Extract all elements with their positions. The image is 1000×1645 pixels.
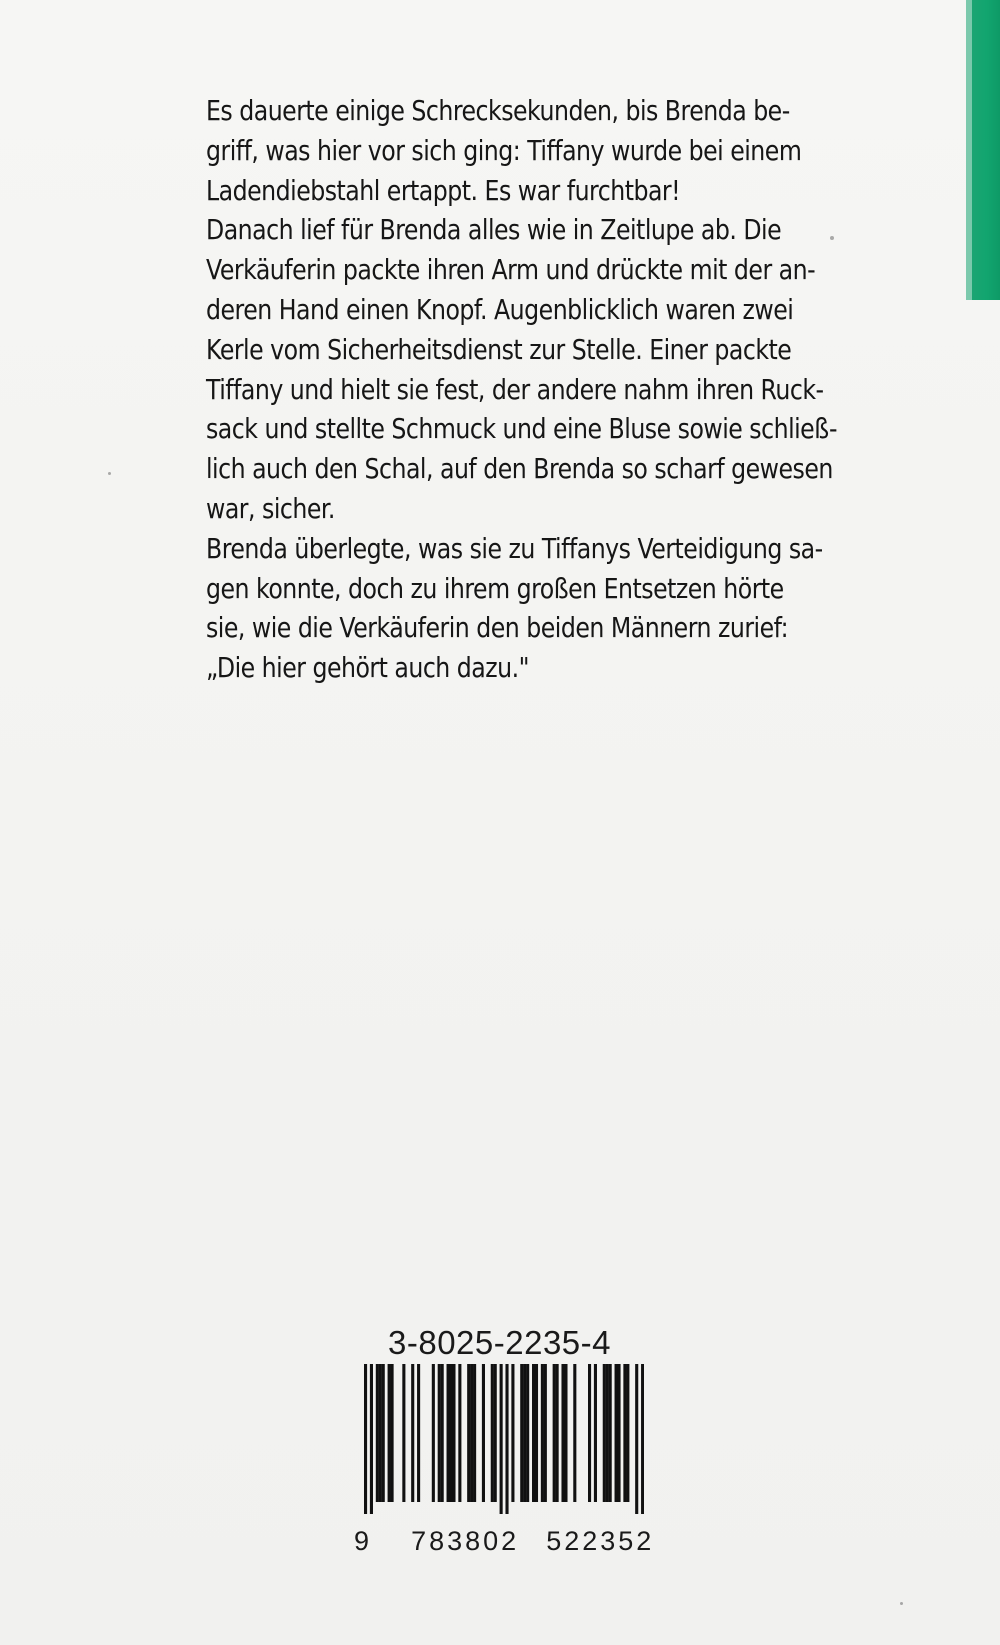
barcode-bar xyxy=(376,1364,379,1502)
barcode-bar xyxy=(523,1364,526,1502)
barcode-bar xyxy=(467,1364,470,1502)
barcode-guard-bar xyxy=(364,1364,367,1514)
blurb-line: Ladendiebstahl ertappt. Es war furchtbar! xyxy=(206,174,681,207)
blurb-line: sack und stellte Schmuck und eine Bluse sowie schließ- xyxy=(206,413,838,446)
ean-digits xyxy=(354,1526,654,1557)
barcode-bar xyxy=(494,1364,497,1502)
blurb-line: Kerle vom Sicherheitsdienst zur Stelle. Einer packte xyxy=(206,333,792,366)
barcode-bar xyxy=(441,1364,444,1502)
barcode-bar xyxy=(511,1364,514,1502)
barcode-bar xyxy=(623,1364,626,1502)
barcode-bar xyxy=(432,1364,435,1502)
barcode-bar xyxy=(617,1364,620,1502)
barcode-bar xyxy=(388,1364,391,1502)
blurb-line: sie, wie die Verkäuferin den beiden Männern zurief: xyxy=(206,612,789,645)
barcode-bar xyxy=(438,1364,441,1502)
barcode-bar xyxy=(447,1364,450,1502)
barcode-bar xyxy=(470,1364,473,1502)
barcode-bar xyxy=(526,1364,529,1502)
barcode-guard-bar xyxy=(641,1364,644,1514)
barcode-bar xyxy=(382,1364,385,1502)
barcode-bar xyxy=(594,1364,597,1502)
ean-right-group: 522352 xyxy=(546,1526,655,1556)
barcode-bar xyxy=(452,1364,455,1502)
paper-speck xyxy=(830,236,834,240)
barcode-bar xyxy=(541,1364,544,1502)
barcode-bar xyxy=(573,1364,576,1502)
isbn-number: 3-8025-2235-4 xyxy=(388,1324,611,1361)
barcode-bar xyxy=(606,1364,609,1502)
ean-first-digit: 9 xyxy=(354,1526,373,1556)
blurb-line: gen konnte, doch zu ihrem großen Entsetzen hörte xyxy=(206,572,784,605)
barcode-bar xyxy=(535,1364,538,1502)
barcode-bar xyxy=(553,1364,556,1502)
barcode-bar xyxy=(561,1364,564,1502)
blurb-line: Danach lief für Brenda alles wie in Zeitlupe ab. Die xyxy=(206,214,782,247)
barcode-bar xyxy=(564,1364,567,1502)
barcode-bar xyxy=(615,1364,618,1502)
barcode-bar xyxy=(609,1364,612,1502)
barcode-bar xyxy=(556,1364,559,1502)
barcode-bar xyxy=(520,1364,523,1502)
barcode-bar xyxy=(402,1364,405,1502)
paper-speck xyxy=(108,472,111,475)
barcode-bar xyxy=(603,1364,606,1502)
barcode-bar xyxy=(391,1364,394,1502)
barcode-bar xyxy=(449,1364,452,1502)
barcode-guard-bar xyxy=(370,1364,373,1514)
barcode-bar xyxy=(491,1364,494,1502)
blurb-text xyxy=(206,92,838,689)
barcode-guard-bar xyxy=(500,1364,503,1514)
blurb-line: griff, was hier vor sich ging: Tiffany wurde bei einem xyxy=(206,134,802,167)
blurb-line: war, sicher. xyxy=(206,492,335,525)
blurb-line: lich auch den Schal, auf den Brenda so scharf gewesen xyxy=(206,453,833,486)
ean-barcode xyxy=(364,1364,644,1514)
barcode-bar xyxy=(417,1364,420,1502)
barcode-bar xyxy=(482,1364,485,1502)
blurb-line: Es dauerte einige Schrecksekunden, bis Brenda be- xyxy=(206,95,790,127)
blurb-line: deren Hand einen Knopf. Augenblicklich waren zwei xyxy=(206,293,794,326)
barcode-guard-bar xyxy=(505,1364,508,1514)
barcode-bar xyxy=(588,1364,591,1502)
blurb-line: Verkäuferin packte ihren Arm und drückte mit der an- xyxy=(206,254,816,287)
barcode-bar xyxy=(544,1364,547,1502)
paper-speck xyxy=(900,1602,903,1605)
barcode-bar xyxy=(411,1364,414,1502)
blurb-line: „Die hier gehört auch dazu." xyxy=(206,652,529,685)
barcode-guard-bar xyxy=(635,1364,638,1514)
ean-left-group: 783802 xyxy=(411,1526,520,1556)
green-spine-strip xyxy=(966,0,1000,300)
barcode-bar xyxy=(473,1364,476,1502)
barcode-bar xyxy=(626,1364,629,1502)
barcode-bar xyxy=(458,1364,461,1502)
blurb-line: Brenda überlegte, was sie zu Tiffanys Verteidigung sa- xyxy=(206,532,823,565)
barcode-bar xyxy=(532,1364,535,1502)
barcode-bar xyxy=(379,1364,382,1502)
blurb-line: Tiffany und hielt sie fest, der andere nahm ihren Ruck- xyxy=(206,373,824,406)
